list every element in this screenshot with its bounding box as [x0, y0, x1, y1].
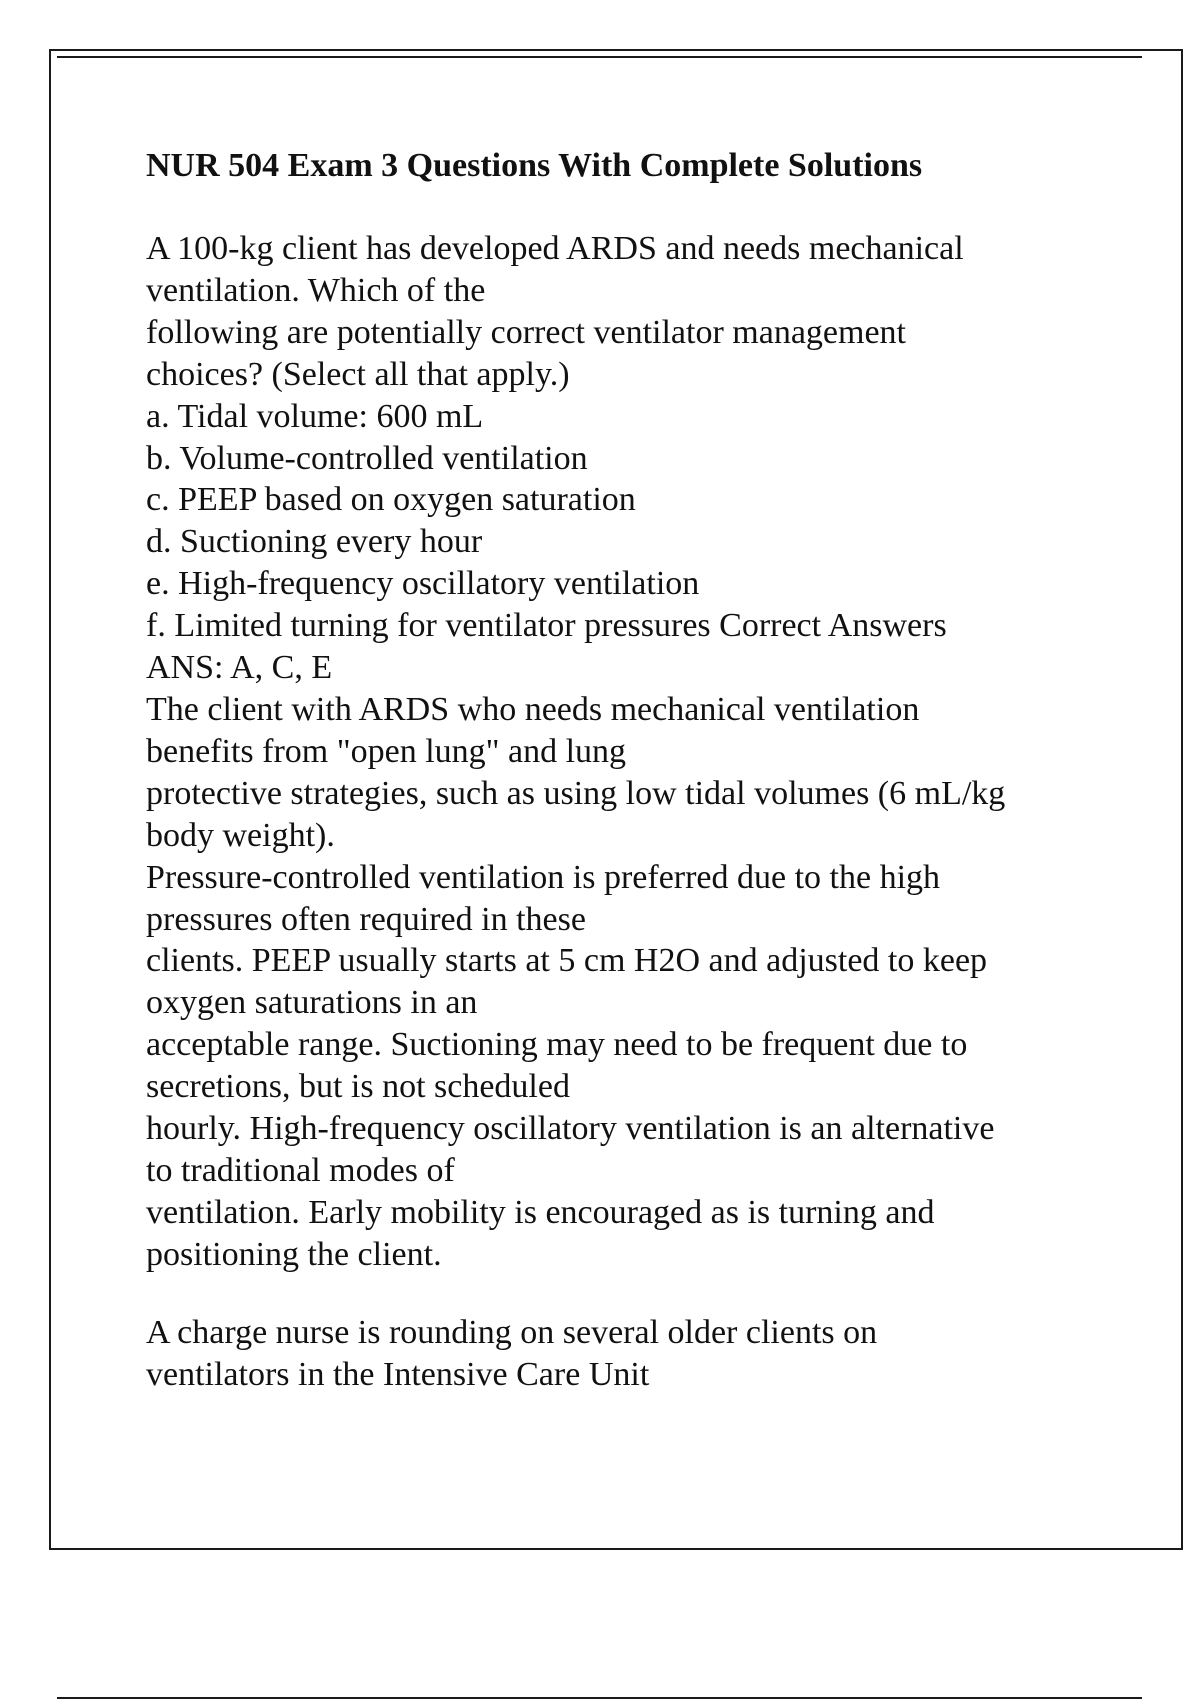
rationale-line: protective strategies, such as using low tidal volumes (6 mL/kg — [146, 774, 1006, 812]
paragraph-gap — [146, 1276, 1086, 1312]
stem-line: A 100-kg client has developed ARDS and needs mechanical — [146, 230, 964, 267]
stem-line: ventilation. Which of the — [146, 271, 486, 309]
rationale-line: ventilation. Early mobility is encouraged as is turning and — [146, 1193, 935, 1231]
stem-line: choices? (Select all that apply.) — [146, 355, 570, 393]
rationale-line: acceptable range. Suctioning may need to be frequent due to — [146, 1026, 968, 1064]
rationale-line: Pressure-controlled ventilation is preferred due to the high — [146, 858, 941, 896]
rationale — [146, 689, 1086, 1276]
rationale-line: pressures often required in these — [146, 900, 586, 938]
rationale-line: body weight). — [146, 816, 335, 854]
rationale-line: hourly. High-frequency oscillatory ventilation is an alternative — [146, 1110, 995, 1148]
option-f: f. Limited turning for ventilator pressures Correct Answers — [146, 607, 947, 645]
rationale-line: oxygen saturations in an — [146, 984, 478, 1022]
top-rule — [57, 56, 1142, 58]
stem-line: following are potentially correct ventilator management — [146, 313, 906, 351]
option-d: d. Suctioning every hour — [146, 523, 483, 561]
answer-line: ANS: A, C, E — [146, 649, 333, 687]
stem-line: ventilators in the Intensive Care Unit — [146, 1355, 650, 1393]
rationale-line: to traditional modes of — [146, 1151, 455, 1189]
stem-line: A charge nurse is rounding on several older clients on — [146, 1313, 878, 1351]
bottom-rule — [57, 1697, 1142, 1699]
rationale-line: benefits from "open lung" and lung — [146, 732, 627, 770]
option-b: b. Volume-controlled ventilation — [146, 439, 588, 477]
option-a: a. Tidal volume: 600 mL — [146, 397, 484, 435]
question-1-stem — [146, 228, 1086, 396]
question-2 — [146, 1312, 1086, 1396]
question-1 — [146, 228, 1086, 1276]
question-1-options — [146, 396, 1086, 647]
rationale-line: positioning the client. — [146, 1235, 442, 1273]
document-body — [146, 142, 1086, 1395]
rationale-line: The client with ARDS who needs mechanical ventilation — [146, 690, 920, 728]
option-c: c. PEEP based on oxygen saturation — [146, 481, 636, 519]
option-e: e. High-frequency oscillatory ventilation — [146, 565, 700, 603]
document-title: NUR 504 Exam 3 Questions With Complete Solutions — [146, 147, 923, 184]
rationale-line: secretions, but is not scheduled — [146, 1068, 570, 1106]
rationale-line: clients. PEEP usually starts at 5 cm H2O and adjusted to keep — [146, 942, 988, 980]
